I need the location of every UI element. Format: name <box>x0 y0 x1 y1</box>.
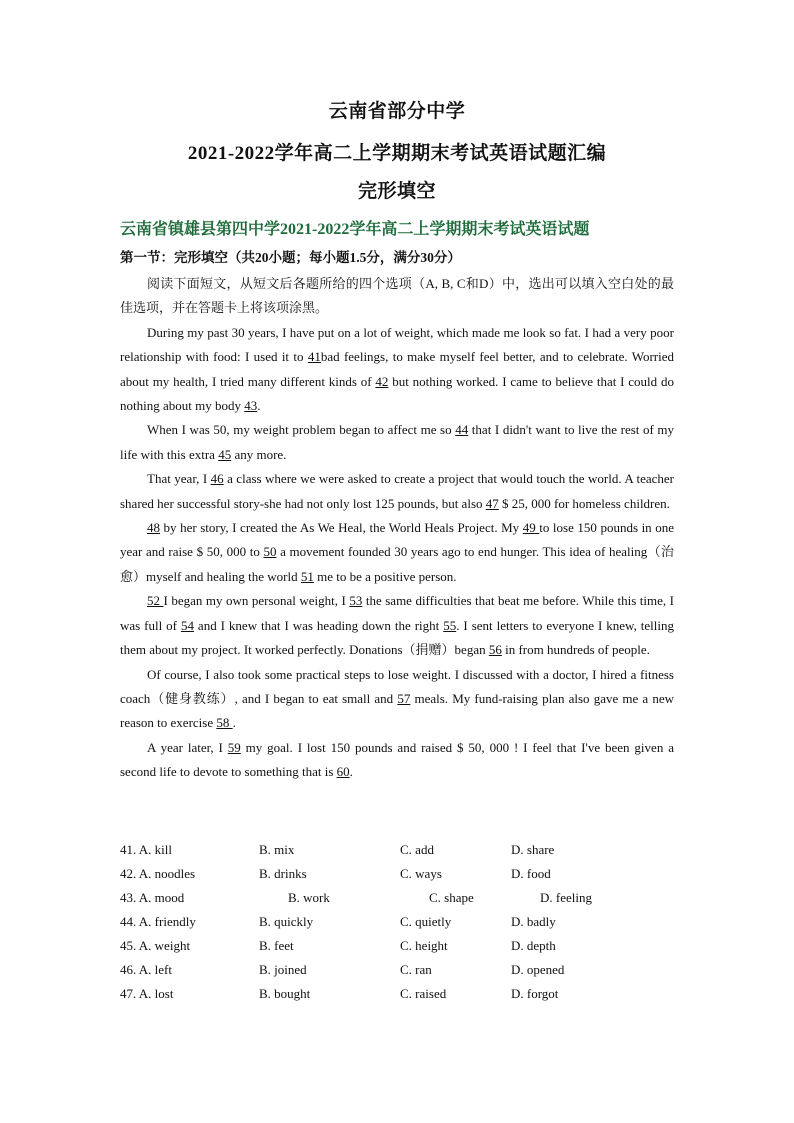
passage-text: 阅读下面短文，从短文后各题所给的四个选项（A, B, C和D）中，选出可以填入空白处的最佳选项，并在答题卡上将该项涂黑。 <box>120 276 674 316</box>
option-a: 47. A. lost <box>120 986 174 1001</box>
option-c: C. quietly <box>400 914 452 929</box>
option-b: B. quickly <box>259 914 314 929</box>
passage-text: a movement founded 30 years ago to end hunger. This idea of healing（治愈）myself and healing the world <box>120 544 674 584</box>
passage-text: to lose 150 pounds in one year and raise $ 50, 000 to <box>120 520 674 560</box>
passage-paragraph <box>120 516 674 589</box>
passage-text: I began my own personal weight, I <box>163 593 350 609</box>
passage-text: the same difficulties that beat me before. While this time, I was full of <box>120 593 674 633</box>
passage-text: my goal. I lost 150 pounds and raised $ 50, 000 ! I feel that I've been given a second life to devote to something that is <box>120 739 674 780</box>
passage-text: a class where we were asked to create a project that would touch the world. A teacher shared her successful story-she had not only lost 125 pounds, but also <box>120 471 674 511</box>
blank-number: 42 <box>375 373 389 389</box>
passage-text: When I was 50, my weight problem began to affect me so <box>147 422 456 438</box>
option-a: 44. A. friendly <box>120 914 196 929</box>
passage-body <box>120 272 674 785</box>
option-a: 43. A. mood <box>120 890 185 905</box>
passage-paragraph <box>120 321 674 419</box>
option-b: B. work <box>288 890 330 905</box>
doc-title-line3: 完形填空 <box>357 181 436 202</box>
blank-number: 41 <box>307 349 321 365</box>
passage-paragraph <box>120 589 674 662</box>
passage-text: in from hundreds of people. <box>501 642 650 658</box>
option-row <box>120 938 680 962</box>
blank-number: 57 <box>397 690 411 706</box>
blank-number: 60 <box>336 764 350 780</box>
blank-number: 43 <box>244 398 258 414</box>
passage-text: . <box>232 715 236 731</box>
passage-paragraph <box>120 418 674 467</box>
blank-number: 47 <box>485 495 499 511</box>
blank-number: 52 <box>147 593 164 609</box>
exam-source-heading: 云南省镇雄县第四中学2021-2022学年高二上学期期末考试英语试题 <box>120 221 590 238</box>
option-a: 46. A. left <box>120 962 172 977</box>
blank-number: 58 <box>216 715 233 731</box>
blank-number: 44 <box>455 422 469 438</box>
option-row <box>120 842 680 866</box>
doc-title-line1: 云南省部分中学 <box>328 101 466 122</box>
passage-text: by her story, I created the As We Heal, the World Heals Project. My <box>160 520 523 536</box>
option-d: D. badly <box>511 914 556 929</box>
passage-text: and I knew that I was heading down the right <box>193 617 444 633</box>
passage-text: Of course, I also took some practical steps to lose weight. I discussed with a doctor, I hired a fitness coach（健身教练）, and I began to eat small and <box>120 666 674 706</box>
option-d: D. forgot <box>511 986 559 1001</box>
passage-paragraph <box>120 467 674 516</box>
option-d: D. share <box>511 842 555 857</box>
passage-text: A year later, I <box>147 739 228 755</box>
option-row <box>120 962 680 986</box>
passage-text: . <box>349 764 353 780</box>
option-c: C. raised <box>400 986 447 1001</box>
option-b: B. feet <box>259 938 294 953</box>
doc-title-line2: 2021-2022学年高二上学期期末考试英语试题汇编 <box>187 143 607 164</box>
blank-number: 51 <box>300 568 314 584</box>
blank-number: 53 <box>349 593 363 609</box>
blank-number: 54 <box>180 617 194 633</box>
option-row <box>120 914 680 938</box>
passage-paragraph <box>120 663 674 736</box>
option-b: B. bought <box>259 986 311 1001</box>
option-c: C. ran <box>400 962 432 977</box>
passage-paragraph <box>120 736 674 785</box>
option-d: D. feeling <box>540 890 592 905</box>
option-c: C. height <box>400 938 448 953</box>
passage-text: but nothing worked. I came to believe that I could do nothing about my body <box>120 373 674 414</box>
option-d: D. food <box>511 866 551 881</box>
blank-number: 46 <box>210 471 224 487</box>
option-d: D. depth <box>511 938 556 953</box>
option-b: B. joined <box>259 962 307 977</box>
option-c: C. add <box>400 842 434 857</box>
passage-text: bad feelings, to make myself feel better, and to celebrate. Worried about my health, I tried many different kinds of <box>120 349 674 389</box>
blank-number: 49 <box>522 520 540 536</box>
passage-text: . <box>257 398 261 414</box>
option-a: 42. A. noodles <box>120 866 196 881</box>
option-b: B. drinks <box>259 866 307 881</box>
passage-text: That year, I <box>147 471 211 487</box>
passage-text: . I sent letters to everyone I knew, telling them about my project. It worked perfectly. Donations（捐赠）began <box>120 617 674 658</box>
blank-number: 56 <box>488 642 502 658</box>
passage-text: me to be a positive person. <box>313 568 457 584</box>
option-c: C. ways <box>400 866 442 881</box>
passage-text: meals. My fund-raising plan also gave me a new reason to exercise <box>120 690 674 731</box>
blank-number: 50 <box>263 544 277 560</box>
blank-number: 59 <box>227 739 241 755</box>
option-row <box>120 866 680 890</box>
option-c: C. shape <box>429 890 474 905</box>
passage-text: any more. <box>231 446 287 462</box>
option-b: B. mix <box>259 842 295 857</box>
blank-number: 55 <box>443 617 457 633</box>
passage-text: $ 25, 000 for homeless children. <box>498 495 670 511</box>
option-row <box>120 890 680 914</box>
blank-number: 45 <box>218 446 232 462</box>
options-list <box>120 842 680 1010</box>
option-a: 45. A. weight <box>120 938 191 953</box>
passage-text: During my past 30 years, I have put on a lot of weight, which made me look so fat. I had a very poor relationship with food: I used it to <box>120 324 674 365</box>
option-a: 41. A. kill <box>120 842 173 857</box>
passage-text: that I didn't want to live the rest of my life with this extra <box>120 422 675 462</box>
section-heading: 第一节：完形填空（共20小题；每小题1.5分，满分30分） <box>120 250 461 265</box>
passage-paragraph <box>120 272 674 321</box>
option-d: D. opened <box>511 962 565 977</box>
blank-number: 48 <box>147 520 160 536</box>
option-row <box>120 986 680 1010</box>
